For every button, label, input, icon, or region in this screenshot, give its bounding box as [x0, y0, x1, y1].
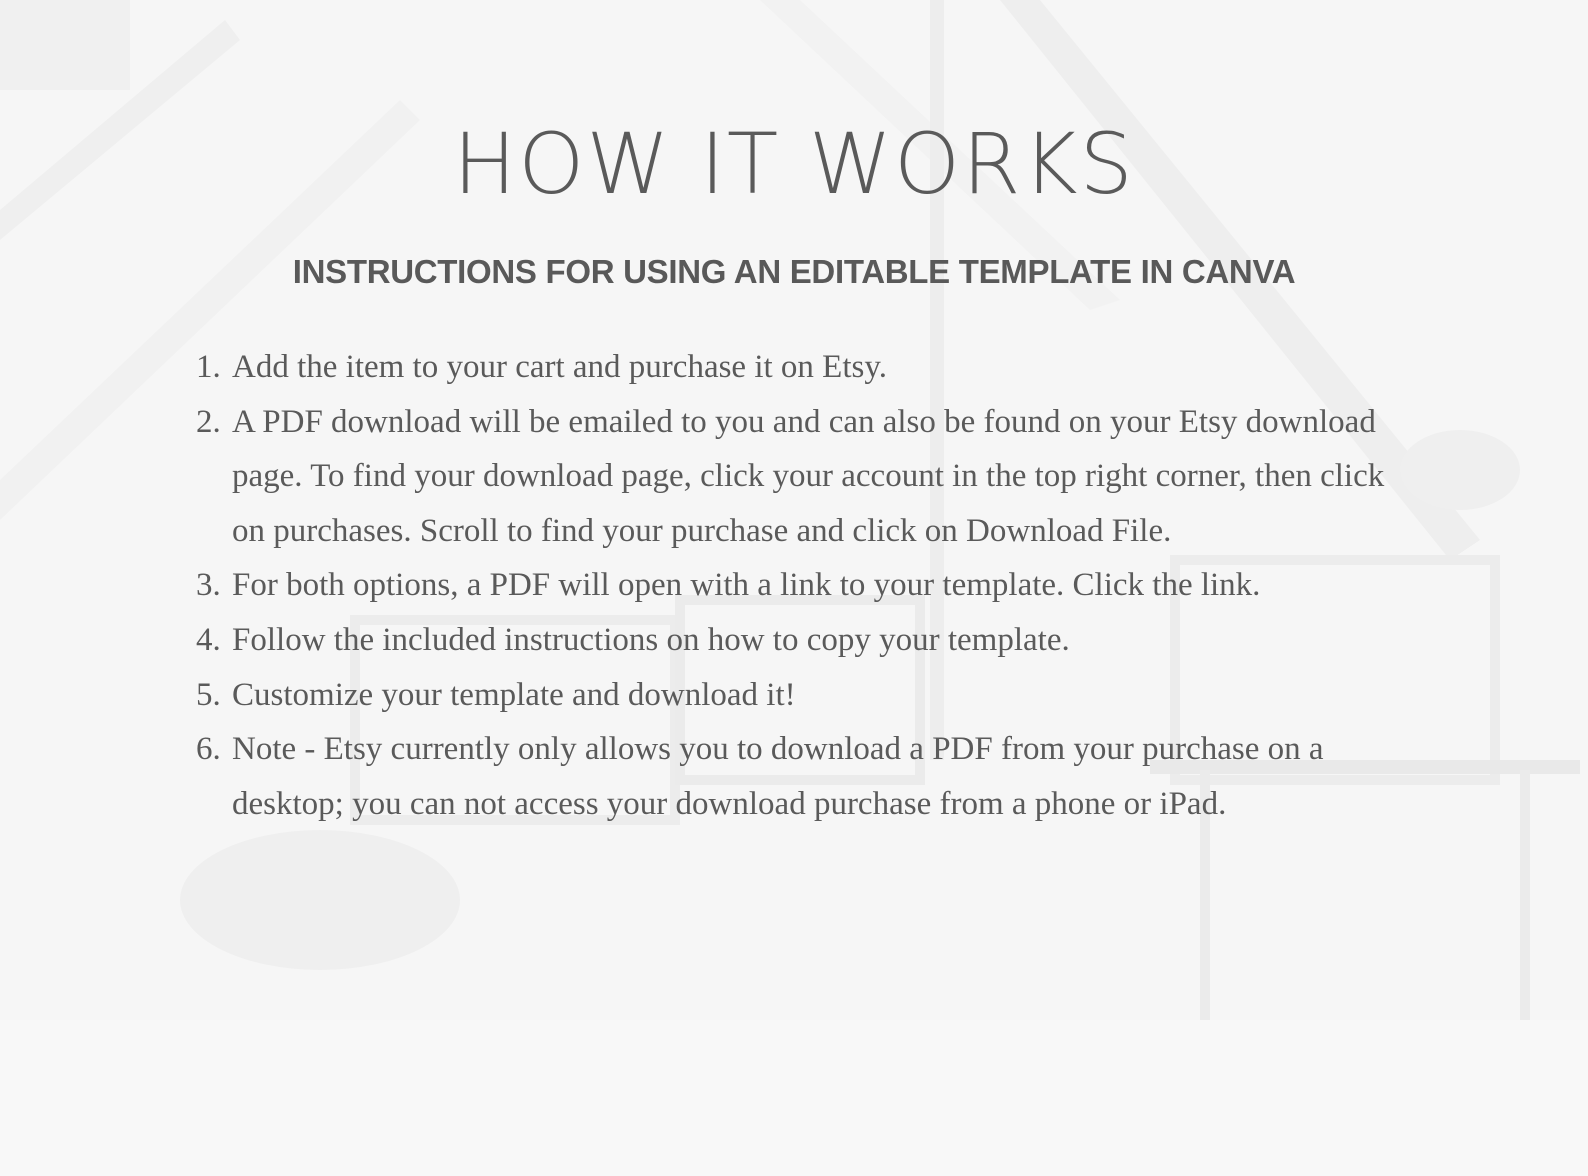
- step-text: Add the item to your cart and purchase it on Etsy.: [232, 349, 887, 385]
- step-text: Customize your template and download it!: [232, 676, 796, 713]
- step-text: For both options, a PDF will open with a link to your template. Click the link.: [232, 567, 1261, 604]
- step-number: 4.: [196, 621, 221, 658]
- page-subtitle: INSTRUCTIONS FOR USING AN EDITABLE TEMPLATE IN CANVA: [292, 253, 1296, 290]
- step-6: [196, 722, 1416, 831]
- step-1: [196, 340, 1416, 395]
- step-number: 3.: [196, 567, 221, 604]
- step-3: [196, 558, 1416, 613]
- step-5: [196, 668, 1416, 723]
- step-text: Follow the included instructions on how to copy your template.: [232, 621, 1070, 658]
- step-2: [196, 395, 1416, 559]
- step-text: A PDF download will be emailed to you and can also be found on your Etsy download page. To find your download page, click your account in the top right corner, then click on purchases. Scroll to find your purchase and click on Download File.: [232, 403, 1385, 549]
- page-title: HOW IT WORKS: [453, 115, 1135, 213]
- step-number: 6.: [196, 731, 221, 768]
- step-4: [196, 613, 1416, 668]
- step-number: 5.: [196, 676, 221, 713]
- step-text: Note - Etsy currently only allows you to download a PDF from your purchase on a desktop; you can not access your download purchase from a phone or iPad.: [232, 731, 1324, 822]
- step-number: 1.: [196, 349, 221, 385]
- step-number: 2.: [196, 403, 221, 440]
- instruction-steps-list: [196, 340, 1416, 831]
